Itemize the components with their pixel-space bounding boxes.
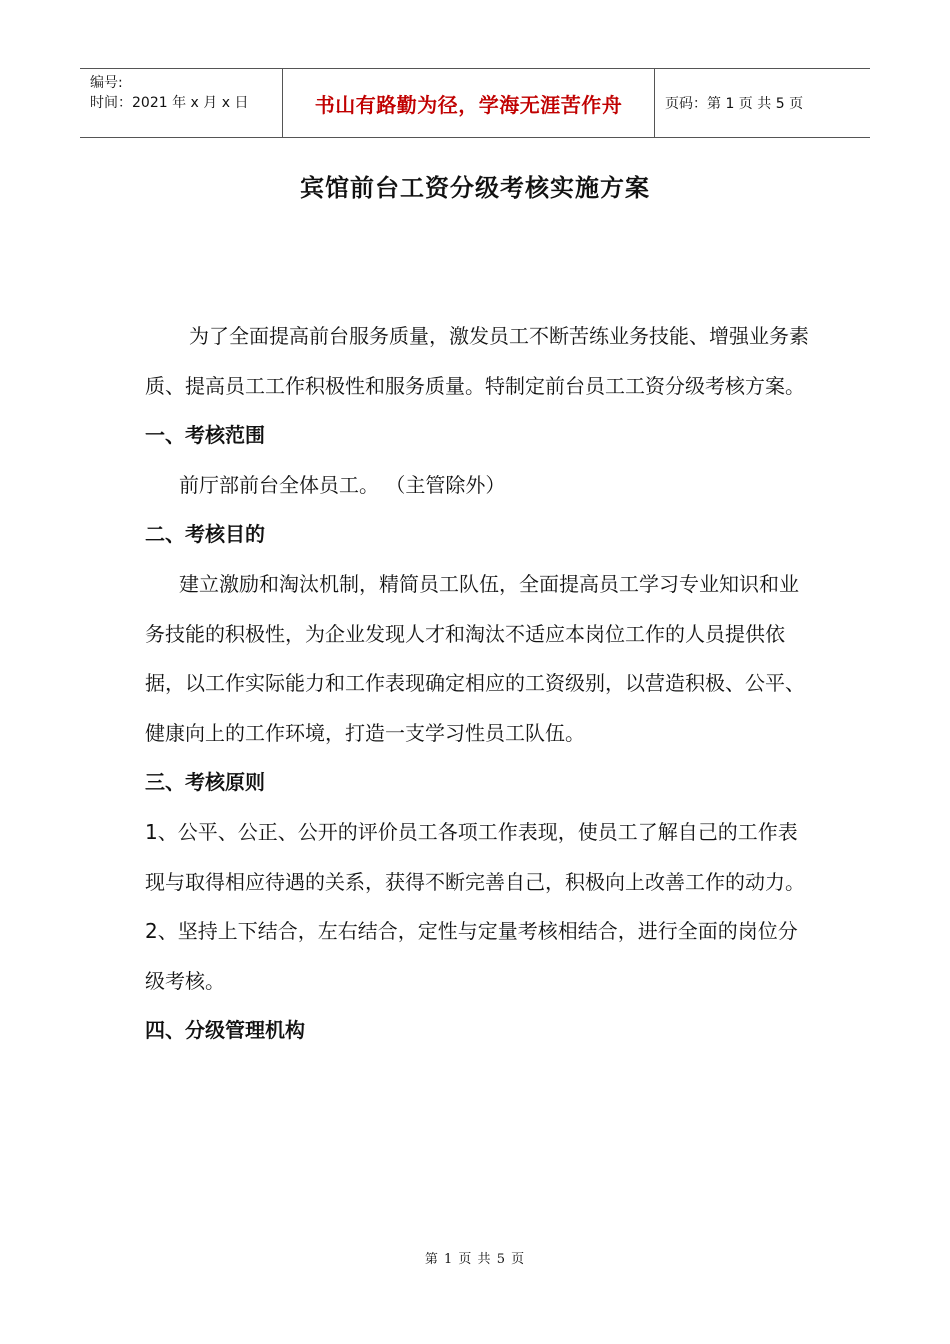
principle-item-1: 1、公平、公正、公开的评价员工各项工作表现，使员工了解自己的工作表现与取得相应待遇的关系，获得不断完善自己，积极向上改善工作的动力。 <box>145 819 805 894</box>
document-header <box>80 68 870 138</box>
date-label: 时间：2021 年 x 月 x 日 <box>90 95 249 111</box>
purpose-paragraph: 建立激励和淘汰机制，精简员工队伍，全面提高员工学习专业知识和业务技能的积极性，为企业发现人才和淘汰不适应本岗位工作的人员提供依据，以工作实际能力和工作表现确定相应的工资级别，以营造积极、公平、健康向上的工作环境，打造一支学习性员工队伍。 <box>145 571 805 745</box>
intro-paragraph: 为了全面提高前台服务质量，激发员工不断苦练业务技能、增强业务素质、提高员工工作积极性和服务质量。特制定前台员工工资分级考核方案。 <box>145 324 809 398</box>
header-page-info: 页码：第 1 页 共 5 页 <box>665 96 804 112</box>
section-heading-purpose: 二、考核目的 <box>145 522 265 547</box>
header-meta <box>80 69 282 137</box>
section-heading-principles: 三、考核原则 <box>145 770 265 795</box>
scope-paragraph: 前厅部前台全体员工。 （主管除外） <box>179 472 506 497</box>
document-title: 宾馆前台工资分级考核实施方案 <box>300 174 650 202</box>
section-heading-scope: 一、考核范围 <box>145 423 265 448</box>
document-body <box>145 312 815 1056</box>
header-motto: 书山有路勤为径，学海无涯苦作舟 <box>282 69 655 137</box>
section-heading-management: 四、分级管理机构 <box>145 1018 305 1043</box>
principle-item-2: 2、坚持上下结合，左右结合，定性与定量考核相结合，进行全面的岗位分级考核。 <box>145 919 798 993</box>
page-footer: 第 1 页 共 5 页 <box>424 1252 526 1267</box>
serial-number-label: 编号: <box>90 75 123 91</box>
